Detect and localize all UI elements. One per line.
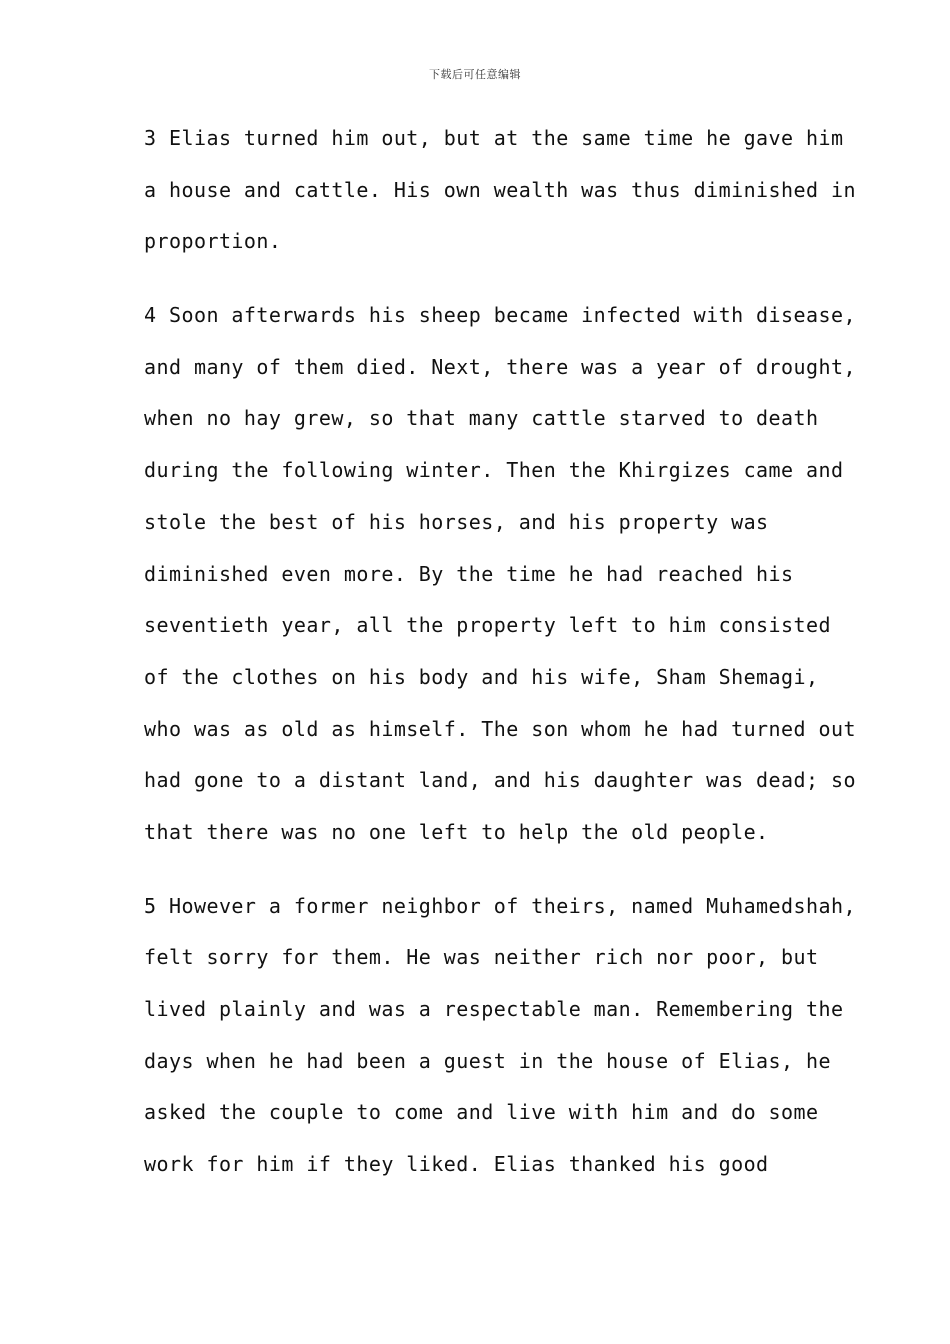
text-line: lived plainly and was a respectable man. Remembering the bbox=[144, 997, 844, 1021]
text-line: when no hay grew, so that many cattle starved to death bbox=[144, 406, 819, 431]
text-line: diminished even more. By the time he had reached his bbox=[144, 561, 794, 586]
text-line: during the following winter. Then the Khirgizes came and bbox=[144, 458, 844, 483]
text-line: proportion. bbox=[144, 229, 282, 254]
page-header-note: 下载后可任意编辑 bbox=[429, 68, 521, 81]
text-line: felt sorry for them. He was neither rich nor poor, but bbox=[144, 945, 819, 970]
paragraph-5 bbox=[144, 886, 856, 1196]
text-line: stole the best of his horses, and his property was bbox=[144, 509, 769, 534]
paragraph-4 bbox=[144, 295, 856, 864]
text-line: a house and cattle. His own wealth was thus diminished in bbox=[144, 177, 856, 202]
text-line: seventieth year, all the property left to him consisted bbox=[144, 613, 832, 638]
paragraph-3 bbox=[144, 118, 856, 273]
text-line: had gone to a distant land, and his daughter was dead; so bbox=[144, 768, 856, 793]
text-line: 4 Soon afterwards his sheep became infected with disease, bbox=[144, 303, 856, 328]
text-line: days when he had been a guest in the house of Elias, he bbox=[144, 1048, 832, 1073]
text-line: and many of them died. Next, there was a year of drought, bbox=[144, 354, 856, 379]
text-line: 3 Elias turned him out, but at the same time he gave him bbox=[144, 126, 844, 150]
text-line: that there was no one left to help the old people. bbox=[144, 819, 769, 844]
text-line: 5 However a former neighbor of theirs, named Muhamedshah, bbox=[144, 893, 856, 918]
text-line: work for him if they liked. Elias thanked his good bbox=[144, 1152, 769, 1177]
text-line: who was as old as himself. The son whom he had turned out bbox=[144, 716, 856, 741]
text-line: asked the couple to come and live with him and do some bbox=[144, 1100, 819, 1125]
document-body bbox=[144, 118, 856, 1218]
text-line: of the clothes on his body and his wife, Sham Shemagi, bbox=[144, 664, 819, 689]
